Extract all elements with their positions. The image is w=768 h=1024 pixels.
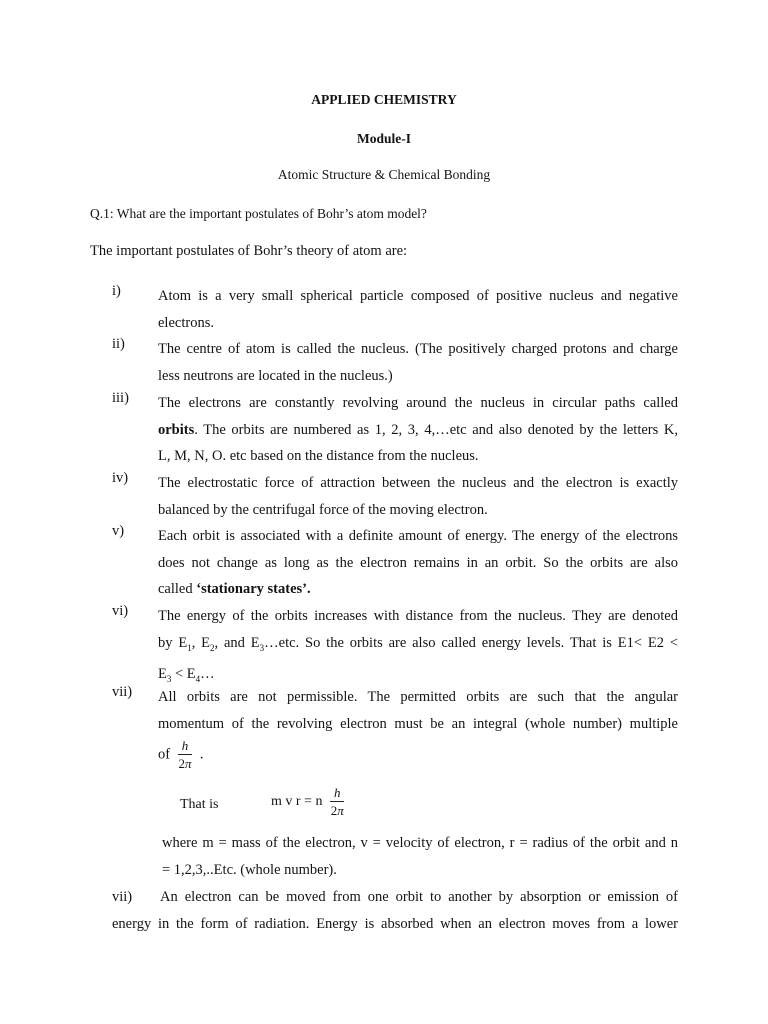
pi-symbol: π	[184, 756, 192, 771]
of-label: of	[158, 746, 171, 763]
item-line: L, M, N, O. etc based on the distance from the nucleus.	[158, 448, 479, 464]
fraction-line	[158, 738, 203, 772]
item-line: Each orbit is associated with a definite amount of energy. The energy of the electrons	[158, 528, 678, 544]
item-number: iv)	[112, 470, 129, 486]
bold-term: ‘stationary states’.	[196, 581, 311, 597]
page-title: APPLIED CHEMISTRY	[311, 92, 457, 107]
item-line: electrons.	[158, 314, 214, 331]
bold-term: orbits	[158, 421, 195, 438]
item-line: energy in the form of radiation. Energy is absorbed when an electron moves from a lower	[112, 915, 678, 932]
fraction-numerator: h	[178, 738, 193, 755]
h-over-2pi-fraction	[330, 785, 345, 819]
item-line: . The orbits are numbered as 1, 2, 3, 4,…etc and also denoted by the letters K,	[194, 421, 678, 438]
list-item	[112, 884, 678, 937]
item-number: vii)	[112, 889, 133, 905]
equation-label: That is	[180, 797, 219, 812]
definition-line: where m = mass of the electron, v = velocity of electron, r = radius of the orbit and n	[162, 835, 678, 851]
item-line: momentum of the revolving electron must be an integral (whole number) multiple	[158, 715, 678, 732]
item-line: less neutrons are located in the nucleus.)	[158, 367, 393, 384]
item-number: vii)	[112, 684, 133, 700]
definition-line: = 1,2,3,..Etc. (whole number).	[162, 861, 337, 878]
item-number: ii)	[112, 336, 125, 352]
section-subtitle: Atomic Structure & Chemical Bonding	[277, 167, 491, 182]
item-line: All orbits are not permissible. The permitted orbits are such that the angular	[158, 689, 678, 705]
trailing-period: .	[199, 746, 204, 763]
module-heading: Module-I	[357, 131, 411, 146]
item-line: $E_3$ < $E_4\dots$	[158, 665, 215, 684]
item-line: by $E_1$, $E_2$, and $E_3\dots etc$. So the orbits are also called energy levels. That is E1< E2 <	[158, 634, 679, 653]
fraction-denominator: 2	[178, 756, 185, 771]
item-line: balanced by the centrifugal force of the moving electron.	[158, 501, 488, 518]
item-line: The centre of atom is called the nucleus. (The positively charged protons and charge	[158, 341, 678, 357]
h-over-2pi-fraction	[178, 738, 193, 772]
item-line: Atom is a very small spherical particle composed of positive nucleus and negative	[158, 288, 678, 304]
fraction-numerator: h	[330, 785, 345, 802]
equation-lhs: m v r = n	[271, 794, 323, 810]
item-number: iii)	[112, 390, 129, 406]
question-text: Q.1: What are the important postulates of Bohr’s atom model?	[90, 206, 427, 221]
item-line: The electrostatic force of attraction between the nucleus and the electron is exactly	[158, 475, 678, 491]
intro-text: The important postulates of Bohr’s theory of atom are:	[90, 243, 408, 259]
item-number: v)	[112, 523, 125, 539]
item-line: An electron can be moved from one orbit to another by absorption or emission of	[160, 889, 678, 905]
item-line: called	[158, 581, 197, 597]
definition-paragraph	[162, 830, 678, 883]
fraction-denominator: 2	[330, 803, 338, 818]
item-line: The energy of the orbits increases with distance from the nucleus. They are denoted	[158, 608, 678, 624]
item-line: does not change as long as the electron remains in an orbit. So the orbits are also	[158, 554, 678, 571]
pi-symbol: π	[337, 803, 344, 818]
item-number: i)	[112, 283, 121, 299]
item-line: The electrons are constantly revolving around the nucleus in circular paths called	[158, 395, 678, 411]
item-number: vi)	[112, 603, 129, 619]
equation	[271, 785, 348, 819]
